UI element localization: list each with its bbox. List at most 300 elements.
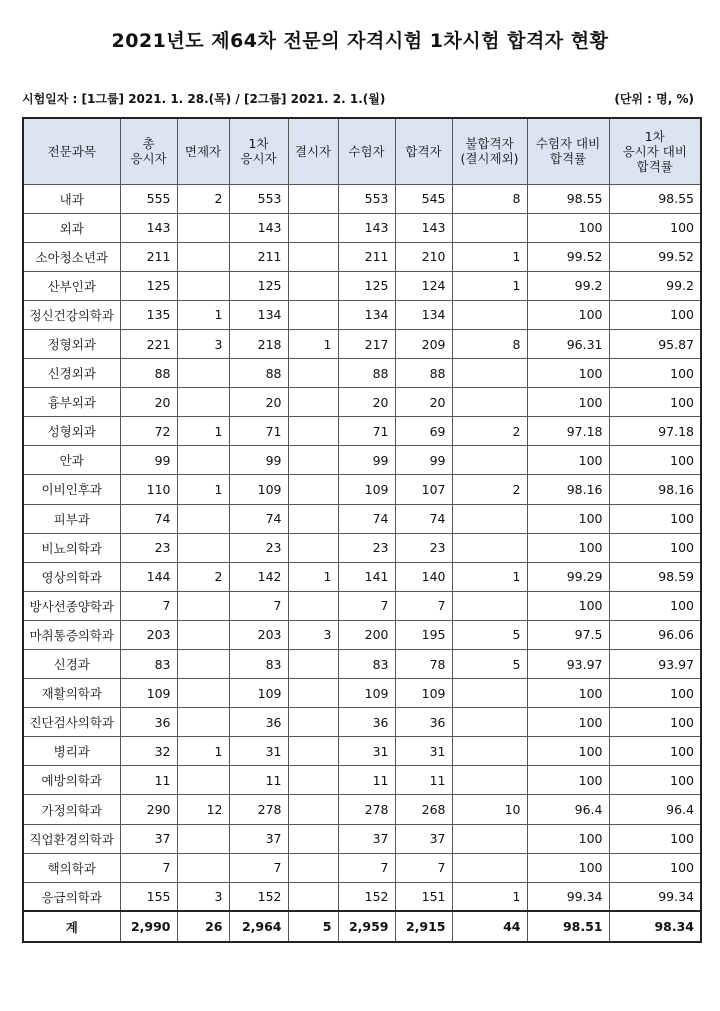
value-cell bbox=[288, 766, 338, 795]
specialty-cell: 비뇨의학과 bbox=[23, 533, 120, 562]
value-cell bbox=[177, 271, 229, 300]
value-cell: 144 bbox=[120, 562, 177, 591]
value-cell: 152 bbox=[338, 882, 395, 911]
value-cell bbox=[452, 504, 527, 533]
specialty-cell: 진단검사의학과 bbox=[23, 708, 120, 737]
value-cell: 134 bbox=[395, 300, 452, 329]
value-cell: 100 bbox=[527, 504, 609, 533]
column-header: 합격자 bbox=[395, 118, 452, 184]
value-cell: 134 bbox=[229, 300, 288, 329]
table-row bbox=[23, 766, 701, 795]
specialty-cell: 흉부외과 bbox=[23, 388, 120, 417]
value-cell: 83 bbox=[120, 650, 177, 679]
value-cell: 99.2 bbox=[609, 271, 701, 300]
specialty-cell: 피부과 bbox=[23, 504, 120, 533]
value-cell bbox=[288, 213, 338, 242]
column-header: 면제자 bbox=[177, 118, 229, 184]
value-cell: 11 bbox=[395, 766, 452, 795]
table-row bbox=[23, 504, 701, 533]
value-cell: 97.18 bbox=[609, 417, 701, 446]
value-cell: 8 bbox=[452, 184, 527, 213]
specialty-cell: 마취통증의학과 bbox=[23, 620, 120, 649]
table-row bbox=[23, 388, 701, 417]
value-cell bbox=[288, 446, 338, 475]
value-cell: 1 bbox=[288, 562, 338, 591]
value-cell: 2,990 bbox=[120, 911, 177, 942]
value-cell: 134 bbox=[338, 300, 395, 329]
value-cell: 74 bbox=[395, 504, 452, 533]
value-cell bbox=[288, 300, 338, 329]
value-cell: 83 bbox=[338, 650, 395, 679]
specialty-cell: 방사선종양학과 bbox=[23, 591, 120, 620]
value-cell: 20 bbox=[395, 388, 452, 417]
value-cell: 26 bbox=[177, 911, 229, 942]
exam-date: 시험일자 : [1그룹] 2021. 1. 28.(목) / [2그룹] 2021. 2. 1.(월) bbox=[22, 92, 386, 106]
specialty-cell: 계 bbox=[23, 911, 120, 942]
value-cell: 109 bbox=[395, 679, 452, 708]
value-cell: 1 bbox=[177, 475, 229, 504]
specialty-cell: 신경과 bbox=[23, 650, 120, 679]
value-cell: 10 bbox=[452, 795, 527, 824]
value-cell: 555 bbox=[120, 184, 177, 213]
value-cell: 99.52 bbox=[609, 242, 701, 271]
value-cell: 135 bbox=[120, 300, 177, 329]
value-cell: 36 bbox=[395, 708, 452, 737]
value-cell bbox=[452, 824, 527, 853]
value-cell: 32 bbox=[120, 737, 177, 766]
table-row bbox=[23, 737, 701, 766]
value-cell: 1 bbox=[288, 329, 338, 358]
value-cell: 143 bbox=[338, 213, 395, 242]
table-row bbox=[23, 824, 701, 853]
value-cell bbox=[452, 359, 527, 388]
value-cell: 100 bbox=[609, 766, 701, 795]
column-header: 불합격자 (결시제외) bbox=[452, 118, 527, 184]
value-cell: 11 bbox=[229, 766, 288, 795]
value-cell: 110 bbox=[120, 475, 177, 504]
value-cell: 5 bbox=[452, 620, 527, 649]
table-row bbox=[23, 795, 701, 824]
value-cell bbox=[452, 766, 527, 795]
table-row bbox=[23, 533, 701, 562]
specialty-cell: 소아청소년과 bbox=[23, 242, 120, 271]
value-cell: 99.29 bbox=[527, 562, 609, 591]
value-cell: 100 bbox=[527, 591, 609, 620]
specialty-cell: 직업환경의학과 bbox=[23, 824, 120, 853]
value-cell: 37 bbox=[120, 824, 177, 853]
value-cell: 37 bbox=[395, 824, 452, 853]
value-cell: 109 bbox=[338, 679, 395, 708]
unit-label: (단위 : 명, %) bbox=[614, 92, 694, 106]
value-cell: 125 bbox=[229, 271, 288, 300]
column-header: 수험자 bbox=[338, 118, 395, 184]
value-cell: 36 bbox=[338, 708, 395, 737]
value-cell bbox=[177, 446, 229, 475]
value-cell: 100 bbox=[609, 824, 701, 853]
value-cell: 71 bbox=[338, 417, 395, 446]
value-cell: 141 bbox=[338, 562, 395, 591]
column-header: 결시자 bbox=[288, 118, 338, 184]
value-cell: 36 bbox=[229, 708, 288, 737]
value-cell: 71 bbox=[229, 417, 288, 446]
value-cell: 100 bbox=[609, 388, 701, 417]
value-cell: 100 bbox=[609, 213, 701, 242]
value-cell: 93.97 bbox=[609, 650, 701, 679]
value-cell: 100 bbox=[527, 853, 609, 882]
value-cell bbox=[177, 242, 229, 271]
value-cell bbox=[288, 882, 338, 911]
specialty-cell: 재활의학과 bbox=[23, 679, 120, 708]
value-cell: 88 bbox=[395, 359, 452, 388]
value-cell: 7 bbox=[229, 591, 288, 620]
value-cell: 203 bbox=[120, 620, 177, 649]
value-cell: 5 bbox=[288, 911, 338, 942]
value-cell bbox=[288, 650, 338, 679]
value-cell bbox=[177, 679, 229, 708]
table-row bbox=[23, 417, 701, 446]
table-row bbox=[23, 242, 701, 271]
page-title: 2021년도 제64차 전문의 자격시험 1차시험 합격자 현황 bbox=[111, 30, 609, 52]
value-cell: 31 bbox=[229, 737, 288, 766]
table-row bbox=[23, 359, 701, 388]
value-cell: 23 bbox=[120, 533, 177, 562]
value-cell bbox=[177, 708, 229, 737]
value-cell: 88 bbox=[229, 359, 288, 388]
column-header: 1차 응시자 bbox=[229, 118, 288, 184]
table-row bbox=[23, 213, 701, 242]
value-cell bbox=[452, 388, 527, 417]
value-cell bbox=[177, 591, 229, 620]
value-cell bbox=[452, 591, 527, 620]
table-row bbox=[23, 446, 701, 475]
value-cell: 96.4 bbox=[609, 795, 701, 824]
value-cell: 107 bbox=[395, 475, 452, 504]
value-cell bbox=[288, 853, 338, 882]
value-cell: 545 bbox=[395, 184, 452, 213]
value-cell: 109 bbox=[120, 679, 177, 708]
value-cell bbox=[177, 824, 229, 853]
value-cell: 100 bbox=[527, 737, 609, 766]
value-cell: 44 bbox=[452, 911, 527, 942]
value-cell bbox=[177, 504, 229, 533]
value-cell: 140 bbox=[395, 562, 452, 591]
value-cell: 98.51 bbox=[527, 911, 609, 942]
column-header: 수험자 대비 합격률 bbox=[527, 118, 609, 184]
value-cell: 217 bbox=[338, 329, 395, 358]
value-cell bbox=[452, 533, 527, 562]
value-cell: 99 bbox=[338, 446, 395, 475]
value-cell: 210 bbox=[395, 242, 452, 271]
value-cell: 143 bbox=[395, 213, 452, 242]
value-cell: 23 bbox=[338, 533, 395, 562]
value-cell: 100 bbox=[527, 824, 609, 853]
table-row bbox=[23, 679, 701, 708]
value-cell: 100 bbox=[609, 446, 701, 475]
value-cell: 209 bbox=[395, 329, 452, 358]
value-cell bbox=[288, 533, 338, 562]
value-cell: 278 bbox=[229, 795, 288, 824]
value-cell: 98.16 bbox=[527, 475, 609, 504]
value-cell: 23 bbox=[395, 533, 452, 562]
value-cell: 96.31 bbox=[527, 329, 609, 358]
value-cell: 143 bbox=[120, 213, 177, 242]
value-cell bbox=[452, 300, 527, 329]
value-cell: 2,964 bbox=[229, 911, 288, 942]
value-cell: 7 bbox=[395, 591, 452, 620]
specialty-cell: 병리과 bbox=[23, 737, 120, 766]
value-cell: 1 bbox=[177, 737, 229, 766]
total-row bbox=[23, 911, 701, 942]
value-cell: 93.97 bbox=[527, 650, 609, 679]
results-table bbox=[22, 117, 702, 943]
table-row bbox=[23, 271, 701, 300]
value-cell bbox=[288, 708, 338, 737]
specialty-cell: 외과 bbox=[23, 213, 120, 242]
value-cell: 100 bbox=[609, 359, 701, 388]
value-cell: 100 bbox=[609, 737, 701, 766]
value-cell: 1 bbox=[452, 562, 527, 591]
value-cell: 100 bbox=[609, 591, 701, 620]
value-cell: 98.59 bbox=[609, 562, 701, 591]
value-cell: 155 bbox=[120, 882, 177, 911]
value-cell: 143 bbox=[229, 213, 288, 242]
value-cell: 1 bbox=[452, 271, 527, 300]
value-cell: 2 bbox=[452, 417, 527, 446]
value-cell: 100 bbox=[609, 679, 701, 708]
meta-line bbox=[22, 90, 700, 110]
value-cell: 12 bbox=[177, 795, 229, 824]
value-cell: 2 bbox=[177, 562, 229, 591]
value-cell: 100 bbox=[609, 708, 701, 737]
value-cell: 99 bbox=[120, 446, 177, 475]
value-cell: 218 bbox=[229, 329, 288, 358]
value-cell: 1 bbox=[452, 242, 527, 271]
specialty-cell: 산부인과 bbox=[23, 271, 120, 300]
specialty-cell: 예방의학과 bbox=[23, 766, 120, 795]
value-cell: 1 bbox=[177, 417, 229, 446]
value-cell: 125 bbox=[120, 271, 177, 300]
value-cell bbox=[452, 708, 527, 737]
value-cell: 100 bbox=[609, 853, 701, 882]
value-cell: 109 bbox=[229, 679, 288, 708]
value-cell: 20 bbox=[120, 388, 177, 417]
value-cell: 203 bbox=[229, 620, 288, 649]
value-cell bbox=[288, 475, 338, 504]
value-cell: 98.55 bbox=[527, 184, 609, 213]
table-row bbox=[23, 184, 701, 213]
value-cell: 74 bbox=[229, 504, 288, 533]
specialty-cell: 안과 bbox=[23, 446, 120, 475]
value-cell: 2,915 bbox=[395, 911, 452, 942]
specialty-cell: 성형외과 bbox=[23, 417, 120, 446]
value-cell bbox=[452, 853, 527, 882]
value-cell: 100 bbox=[527, 708, 609, 737]
table-body bbox=[23, 184, 701, 942]
value-cell: 100 bbox=[527, 533, 609, 562]
value-cell: 99.52 bbox=[527, 242, 609, 271]
value-cell bbox=[288, 271, 338, 300]
table-row bbox=[23, 882, 701, 911]
value-cell: 109 bbox=[229, 475, 288, 504]
value-cell: 74 bbox=[120, 504, 177, 533]
specialty-cell: 정신건강의학과 bbox=[23, 300, 120, 329]
value-cell: 2,959 bbox=[338, 911, 395, 942]
value-cell: 3 bbox=[177, 329, 229, 358]
value-cell: 211 bbox=[338, 242, 395, 271]
value-cell: 290 bbox=[120, 795, 177, 824]
value-cell: 1 bbox=[177, 300, 229, 329]
value-cell bbox=[177, 213, 229, 242]
value-cell: 2 bbox=[452, 475, 527, 504]
value-cell bbox=[177, 650, 229, 679]
value-cell: 100 bbox=[527, 766, 609, 795]
value-cell bbox=[288, 417, 338, 446]
table-row bbox=[23, 708, 701, 737]
table-row bbox=[23, 300, 701, 329]
header-row bbox=[23, 118, 701, 184]
value-cell bbox=[452, 737, 527, 766]
value-cell: 36 bbox=[120, 708, 177, 737]
value-cell: 268 bbox=[395, 795, 452, 824]
value-cell: 99.34 bbox=[609, 882, 701, 911]
value-cell: 37 bbox=[338, 824, 395, 853]
value-cell bbox=[288, 824, 338, 853]
specialty-cell: 영상의학과 bbox=[23, 562, 120, 591]
specialty-cell: 가정의학과 bbox=[23, 795, 120, 824]
specialty-cell: 정형외과 bbox=[23, 329, 120, 358]
value-cell bbox=[177, 388, 229, 417]
value-cell bbox=[288, 184, 338, 213]
value-cell: 20 bbox=[338, 388, 395, 417]
value-cell bbox=[288, 795, 338, 824]
value-cell: 72 bbox=[120, 417, 177, 446]
value-cell: 98.55 bbox=[609, 184, 701, 213]
value-cell bbox=[288, 679, 338, 708]
specialty-cell: 신경외과 bbox=[23, 359, 120, 388]
table-row bbox=[23, 475, 701, 504]
value-cell: 100 bbox=[527, 388, 609, 417]
value-cell: 78 bbox=[395, 650, 452, 679]
value-cell: 7 bbox=[229, 853, 288, 882]
value-cell: 553 bbox=[229, 184, 288, 213]
value-cell: 7 bbox=[338, 591, 395, 620]
value-cell bbox=[177, 620, 229, 649]
column-header: 1차 응시자 대비 합격률 bbox=[609, 118, 701, 184]
value-cell: 96.06 bbox=[609, 620, 701, 649]
value-cell: 98.16 bbox=[609, 475, 701, 504]
value-cell: 37 bbox=[229, 824, 288, 853]
value-cell bbox=[452, 213, 527, 242]
value-cell: 3 bbox=[288, 620, 338, 649]
value-cell: 221 bbox=[120, 329, 177, 358]
specialty-cell: 응급의학과 bbox=[23, 882, 120, 911]
value-cell bbox=[288, 504, 338, 533]
table-row bbox=[23, 329, 701, 358]
value-cell: 31 bbox=[338, 737, 395, 766]
value-cell bbox=[288, 591, 338, 620]
table-row bbox=[23, 620, 701, 649]
value-cell: 99.34 bbox=[527, 882, 609, 911]
value-cell bbox=[452, 446, 527, 475]
table-row bbox=[23, 650, 701, 679]
value-cell: 7 bbox=[120, 591, 177, 620]
value-cell: 7 bbox=[395, 853, 452, 882]
value-cell: 100 bbox=[527, 213, 609, 242]
value-cell bbox=[288, 737, 338, 766]
value-cell: 100 bbox=[609, 533, 701, 562]
value-cell: 211 bbox=[229, 242, 288, 271]
value-cell bbox=[177, 766, 229, 795]
value-cell: 100 bbox=[527, 300, 609, 329]
value-cell: 7 bbox=[120, 853, 177, 882]
value-cell: 98.34 bbox=[609, 911, 701, 942]
value-cell: 97.5 bbox=[527, 620, 609, 649]
specialty-cell: 핵의학과 bbox=[23, 853, 120, 882]
value-cell bbox=[177, 533, 229, 562]
specialty-cell: 이비인후과 bbox=[23, 475, 120, 504]
value-cell: 74 bbox=[338, 504, 395, 533]
value-cell: 7 bbox=[338, 853, 395, 882]
specialty-cell: 내과 bbox=[23, 184, 120, 213]
value-cell: 125 bbox=[338, 271, 395, 300]
value-cell: 200 bbox=[338, 620, 395, 649]
value-cell: 5 bbox=[452, 650, 527, 679]
value-cell: 88 bbox=[338, 359, 395, 388]
value-cell bbox=[288, 359, 338, 388]
value-cell: 88 bbox=[120, 359, 177, 388]
table-row bbox=[23, 853, 701, 882]
value-cell: 95.87 bbox=[609, 329, 701, 358]
value-cell: 142 bbox=[229, 562, 288, 591]
value-cell: 20 bbox=[229, 388, 288, 417]
value-cell: 100 bbox=[527, 446, 609, 475]
value-cell bbox=[452, 679, 527, 708]
value-cell: 278 bbox=[338, 795, 395, 824]
value-cell: 96.4 bbox=[527, 795, 609, 824]
value-cell: 124 bbox=[395, 271, 452, 300]
value-cell: 23 bbox=[229, 533, 288, 562]
value-cell: 553 bbox=[338, 184, 395, 213]
value-cell bbox=[177, 853, 229, 882]
column-header: 총 응시자 bbox=[120, 118, 177, 184]
value-cell bbox=[177, 359, 229, 388]
value-cell: 97.18 bbox=[527, 417, 609, 446]
value-cell: 3 bbox=[177, 882, 229, 911]
value-cell: 83 bbox=[229, 650, 288, 679]
value-cell bbox=[288, 388, 338, 417]
value-cell: 99.2 bbox=[527, 271, 609, 300]
column-header: 전문과목 bbox=[23, 118, 120, 184]
value-cell: 152 bbox=[229, 882, 288, 911]
value-cell: 11 bbox=[120, 766, 177, 795]
value-cell: 2 bbox=[177, 184, 229, 213]
value-cell: 100 bbox=[609, 300, 701, 329]
value-cell bbox=[288, 242, 338, 271]
value-cell: 69 bbox=[395, 417, 452, 446]
table-row bbox=[23, 591, 701, 620]
value-cell: 211 bbox=[120, 242, 177, 271]
value-cell: 195 bbox=[395, 620, 452, 649]
value-cell: 109 bbox=[338, 475, 395, 504]
value-cell: 8 bbox=[452, 329, 527, 358]
table-row bbox=[23, 562, 701, 591]
value-cell: 100 bbox=[527, 359, 609, 388]
value-cell: 1 bbox=[452, 882, 527, 911]
value-cell: 31 bbox=[395, 737, 452, 766]
value-cell: 151 bbox=[395, 882, 452, 911]
value-cell: 99 bbox=[229, 446, 288, 475]
value-cell: 100 bbox=[527, 679, 609, 708]
